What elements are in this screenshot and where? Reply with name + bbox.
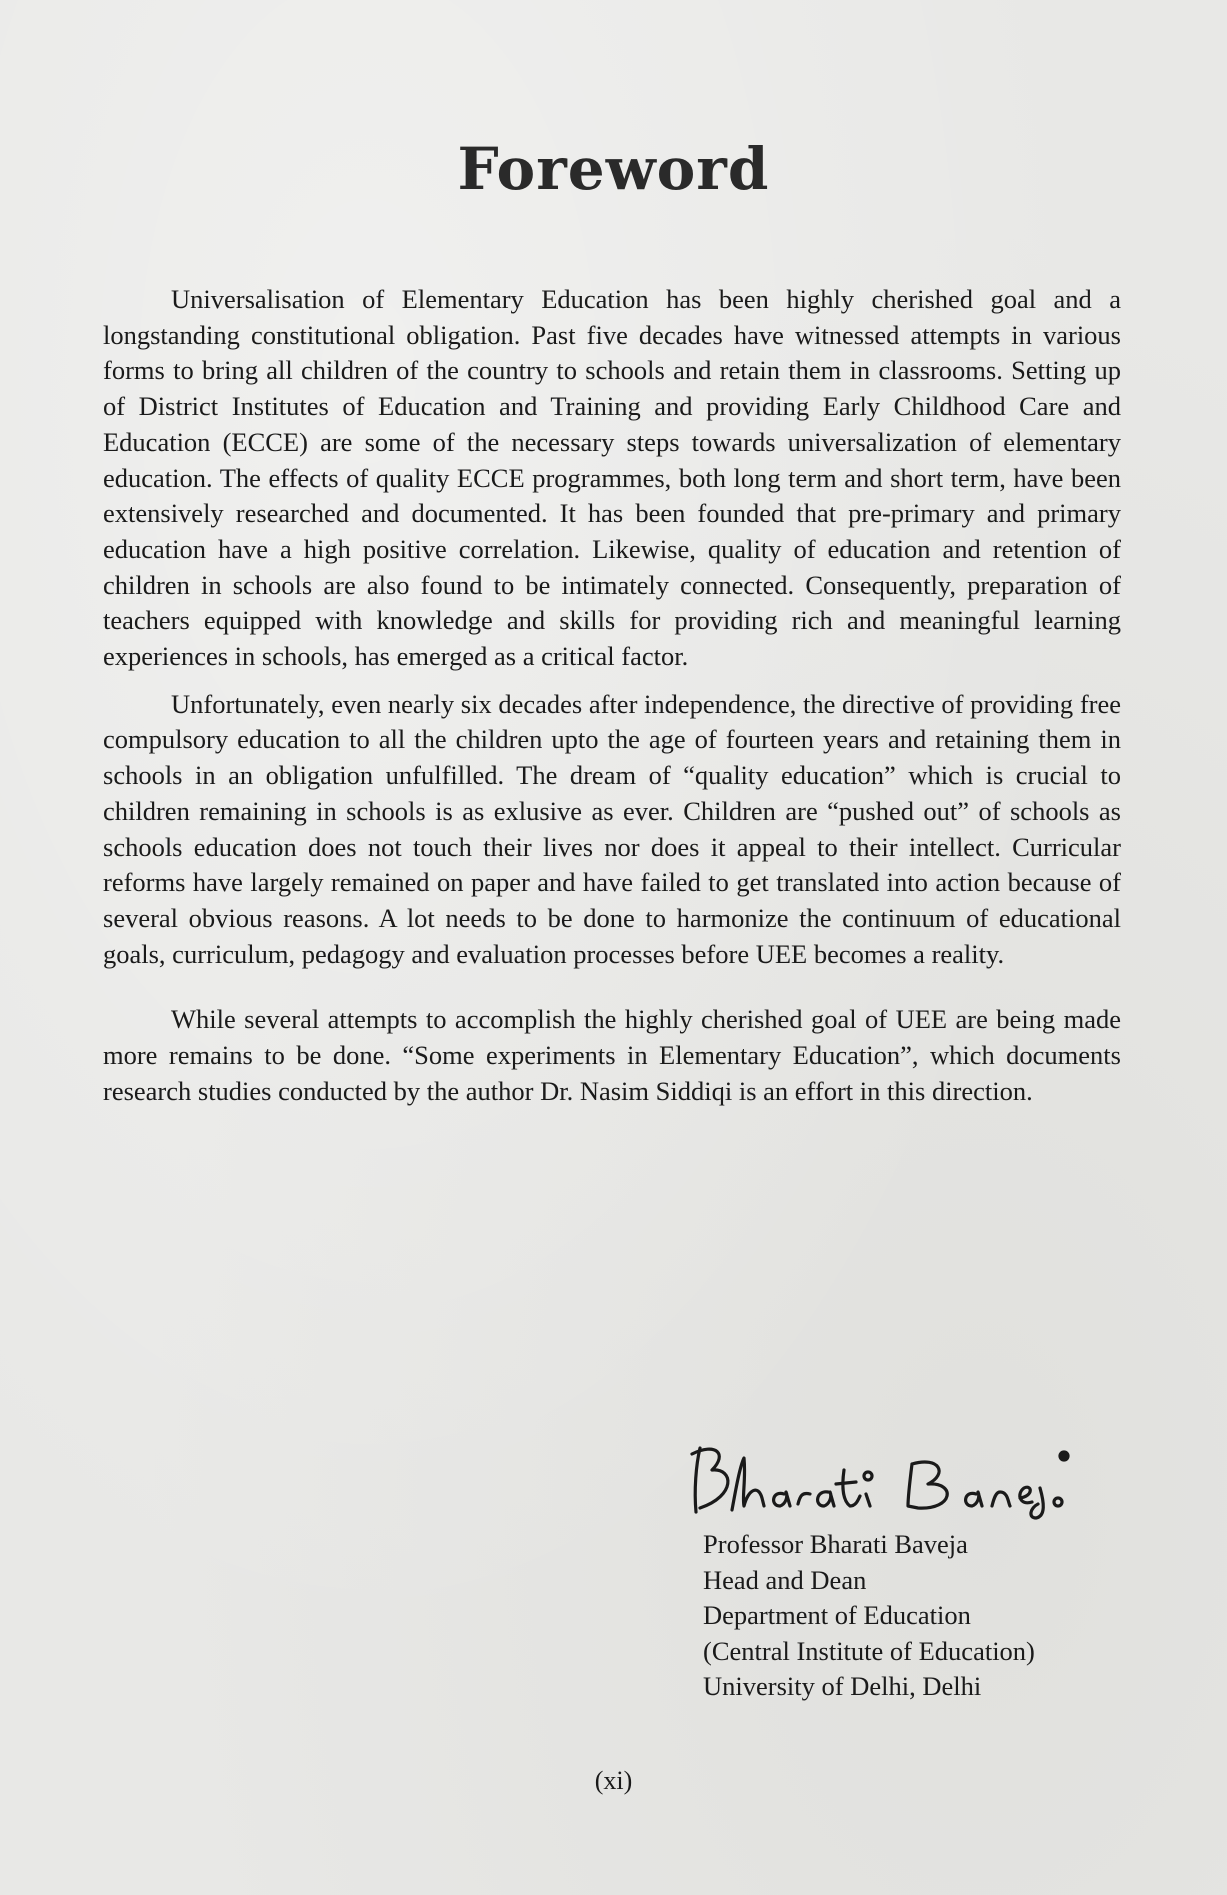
page-number: (xi) [594, 1766, 633, 1795]
signatory-name: Professor Bharati Baveja [703, 1529, 968, 1559]
signatory-institute: (Central Institute of Education) [703, 1635, 1035, 1666]
foreword-body [103, 282, 1121, 1109]
paragraph: While several attempts to accomplish the highly cherished goal of UEE are being made more remains to be done. “Some experiments in Elementary Education”, which documents research studies conducted by the author Dr. Nasim Siddiqi is an effort in this direction. [103, 1004, 1121, 1106]
page-title: Foreword [457, 135, 770, 203]
signatory-department: Department of Education [703, 1600, 971, 1630]
handwritten-signature [686, 1440, 1106, 1520]
signatory-university: University of Delhi, Delhi [703, 1671, 982, 1701]
signatory-block [703, 1527, 1035, 1705]
paragraph: Universalisation of Elementary Education has been highly cherished goal and a longstanding constitutional obligation. Past five decades have witnessed attempts in various forms to bring all children of the country to schools and retain them in classrooms. Setting up of District Institutes of Education and Training and providing Early Childhood Care and Education (ECCE) are some of the necessary steps towards universalization of elementary education. The effects of quality ECCE programmes, both long term and short term, have been extensively researched and documented. It has been founded that pre-primary and primary education have a high positive correlation. Likewise, quality of education and retention of children in schools are also found to be intimately connected. Consequently, preparation of teachers equipped with knowledge and skills for providing rich and meaningful learning experiences in schools, has emerged as a critical factor. [103, 284, 1121, 672]
paragraph: Unfortunately, even nearly six decades after independence, the directive of providing free compulsory education to all the children upto the age of fourteen years and retaining them in schools in an obligation unfulfilled. The dream of “quality education” which is crucial to children remaining in schools is as exlusive as ever. Children are “pushed out” of schools as schools education does not touch their lives nor does it appeal to their intellect. Curricular reforms have largely remained on paper and have failed to get translated into action because of several obvious reasons. A lot needs to be done to harmonize the continuum of educational goals, curriculum, pedagogy and evaluation processes before UEE becomes a reality. [103, 688, 1121, 969]
signatory-position: Head and Dean [703, 1564, 867, 1595]
